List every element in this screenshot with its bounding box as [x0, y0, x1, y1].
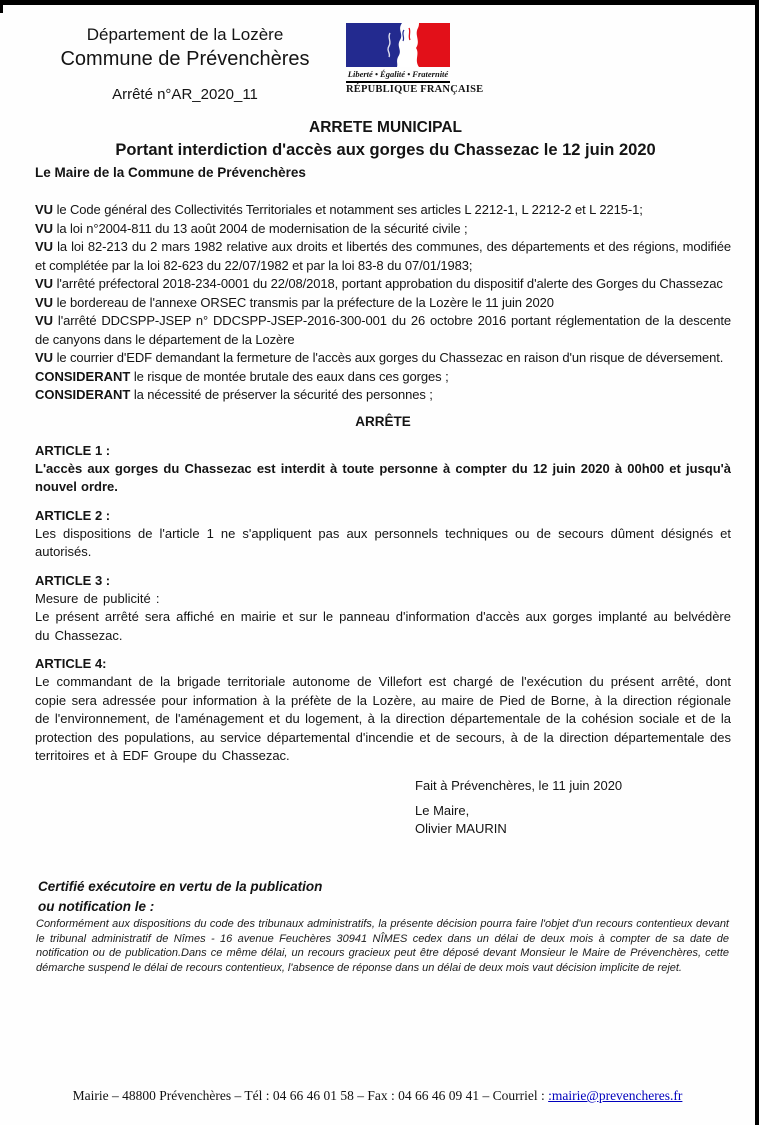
- recital: CONSIDERANT le risque de montée brutale des eaux dans ces gorges ;: [35, 368, 449, 384]
- article: [35, 571, 731, 646]
- article-heading: ARTICLE 3 :: [35, 572, 111, 588]
- recital: VU le bordereau de l'annexe ORSEC transmis par la préfecture de la Lozère le 11 juin 2020: [35, 294, 554, 310]
- recital: VU le Code général des Collectivités Territoriales et notamment ses articles L 2212-1, L 2212-2 et L 2215-1;: [35, 202, 643, 217]
- recital-label: VU: [35, 276, 54, 291]
- recital-label: VU: [35, 313, 54, 328]
- recital-label: VU: [35, 239, 54, 254]
- recital: CONSIDERANT la nécessité de préserver la sécurité des personnes ;: [35, 387, 433, 402]
- article: [35, 654, 731, 766]
- mayor-line: Le Maire de la Commune de Prévenchères: [35, 165, 306, 180]
- article: [35, 506, 731, 562]
- recital-label: CONSIDERANT: [35, 387, 131, 402]
- recital-label: CONSIDERANT: [35, 368, 131, 384]
- footer-email-link[interactable]: :mairie@prevencheres.fr: [548, 1088, 683, 1103]
- recital: VU l'arrêté préfectoral 2018-234-0001 du 22/08/2018, portant approbation du dispositif d'alerte des Gorges du Chassezac: [35, 276, 723, 291]
- department-name: Département de la Lozère: [86, 25, 284, 44]
- republique-francaise-logo: [346, 23, 484, 95]
- scan-edge-right: [755, 0, 759, 1125]
- certification-block: [38, 877, 322, 917]
- article-paragraph: Le présent arrêté sera affiché en mairie et sur le panneau d'information d'accès aux gorges implanté au belvédère du Chassezac.: [35, 609, 731, 643]
- recital: VU la loi n°2004-811 du 13 août 2004 de modernisation de la sécurité civile ;: [35, 220, 468, 236]
- article-paragraph: Mesure de publicité :: [35, 590, 160, 606]
- article-heading: ARTICLE 2 :: [35, 507, 111, 523]
- article: [35, 441, 731, 497]
- signature-block: [415, 777, 759, 838]
- recitals-list: [35, 201, 731, 405]
- articles-list: [35, 441, 731, 766]
- header: [0, 0, 759, 104]
- signature-name: Olivier MAURIN: [415, 820, 507, 836]
- document-subtitle: Portant interdiction d'accès aux gorges du Chassezac le 12 juin 2020: [115, 141, 656, 159]
- logo-motto: Liberté • Égalité • Fraternité: [347, 69, 449, 79]
- marianne-flag-icon: [346, 23, 450, 67]
- scan-edge-left: [0, 0, 3, 13]
- document-title: ARRETE MUNICIPAL: [309, 119, 462, 136]
- article-paragraph: Les dispositions de l'article 1 ne s'appliquent pas aux personnels techniques ou de secours dûment désignés et autorisés.: [35, 525, 731, 559]
- document-body: [35, 201, 731, 766]
- title-block: [0, 117, 759, 163]
- legal-notice: Conformément aux dispositions du code des tribunaux administratifs, la présente décision pourra faire l'objet d'un recours contentieux devant le tribunal administratif de Nîmes - 16 avenue Feuchères 30941 NÎMES cedex dans un délai de deux mois à compter de sa date de notification ou de publication.Dans ce même délai, un recours gracieux peut être déposé devant Monsieur le Maire de Prévenchères, cette démarche suspend le délai de recours contentieux, l'absence de réponse dans un délai de deux mois vaut décision implicite de rejet.: [36, 918, 729, 974]
- recital: VU la loi 82-213 du 2 mars 1982 relative aux droits et libertés des communes, des départements et des régions, modifiée et complétée par la loi 82-623 du 22/07/1982 et par la loi 83-8 du 07/01/1983;: [35, 239, 731, 273]
- decree-heading: ARRÊTE: [355, 413, 411, 429]
- decree-number: Arrêté n°AR_2020_11: [112, 86, 258, 103]
- recital-label: VU: [35, 220, 54, 236]
- article-paragraph: L'accès aux gorges du Chassezac est interdit à toute personne à compter du 12 juin 2020 à 00h00 et jusqu'à nouvel ordre.: [35, 460, 731, 494]
- logo-republic-label: RÉPUBLIQUE FRANÇAISE: [346, 84, 484, 95]
- commune-name: Commune de Prévenchères: [60, 48, 310, 70]
- signature-role: Le Maire,: [415, 802, 470, 818]
- footer-contact-line: [0, 1088, 755, 1104]
- recital-label: VU: [35, 350, 54, 365]
- certification-line1: Certifié exécutoire en vertu de la publication: [38, 879, 323, 894]
- footer-text: Mairie – 48800 Prévenchères – Tél : 04 66 46 01 58 – Fax : 04 66 46 09 41 – Courriel :: [72, 1088, 549, 1103]
- recital: VU l'arrêté DDCSPP-JSEP n° DDCSPP-JSEP-2016-300-001 du 26 octobre 2016 portant réglementation de la descente de canyons dans le département de la Lozère: [35, 313, 731, 347]
- header-commune-block: [56, 23, 314, 104]
- scan-edge-top: [0, 0, 759, 5]
- recital-label: VU: [35, 202, 54, 217]
- recital-label: VU: [35, 294, 54, 310]
- article-paragraph: Le commandant de la brigade territoriale autonome de Villefort est chargé de l'exécution du présent arrêté, dont copie sera adressée pour information à la préfète de la Lozère, au maire de Pied de Borne, à la direction régionale de l'environnement, de l'aménagement et du logement, à la direction départementale de la cohésion sociale et de la protection des populations, au service départemental d'incendie et de secours, à de la direction départementale des territoires et à EDF Groupe du Chassezac.: [35, 674, 731, 763]
- recital: VU le courrier d'EDF demandant la fermeture de l'accès aux gorges du Chassezac en raison d'un risque de déversement.: [35, 350, 724, 365]
- certification-line2: ou notification le :: [38, 899, 155, 914]
- article-heading: ARTICLE 1 :: [35, 442, 111, 458]
- signature-place-date: Fait à Prévenchères, le 11 juin 2020: [415, 777, 623, 793]
- article-heading: ARTICLE 4:: [35, 656, 107, 671]
- logo-divider: [346, 81, 450, 83]
